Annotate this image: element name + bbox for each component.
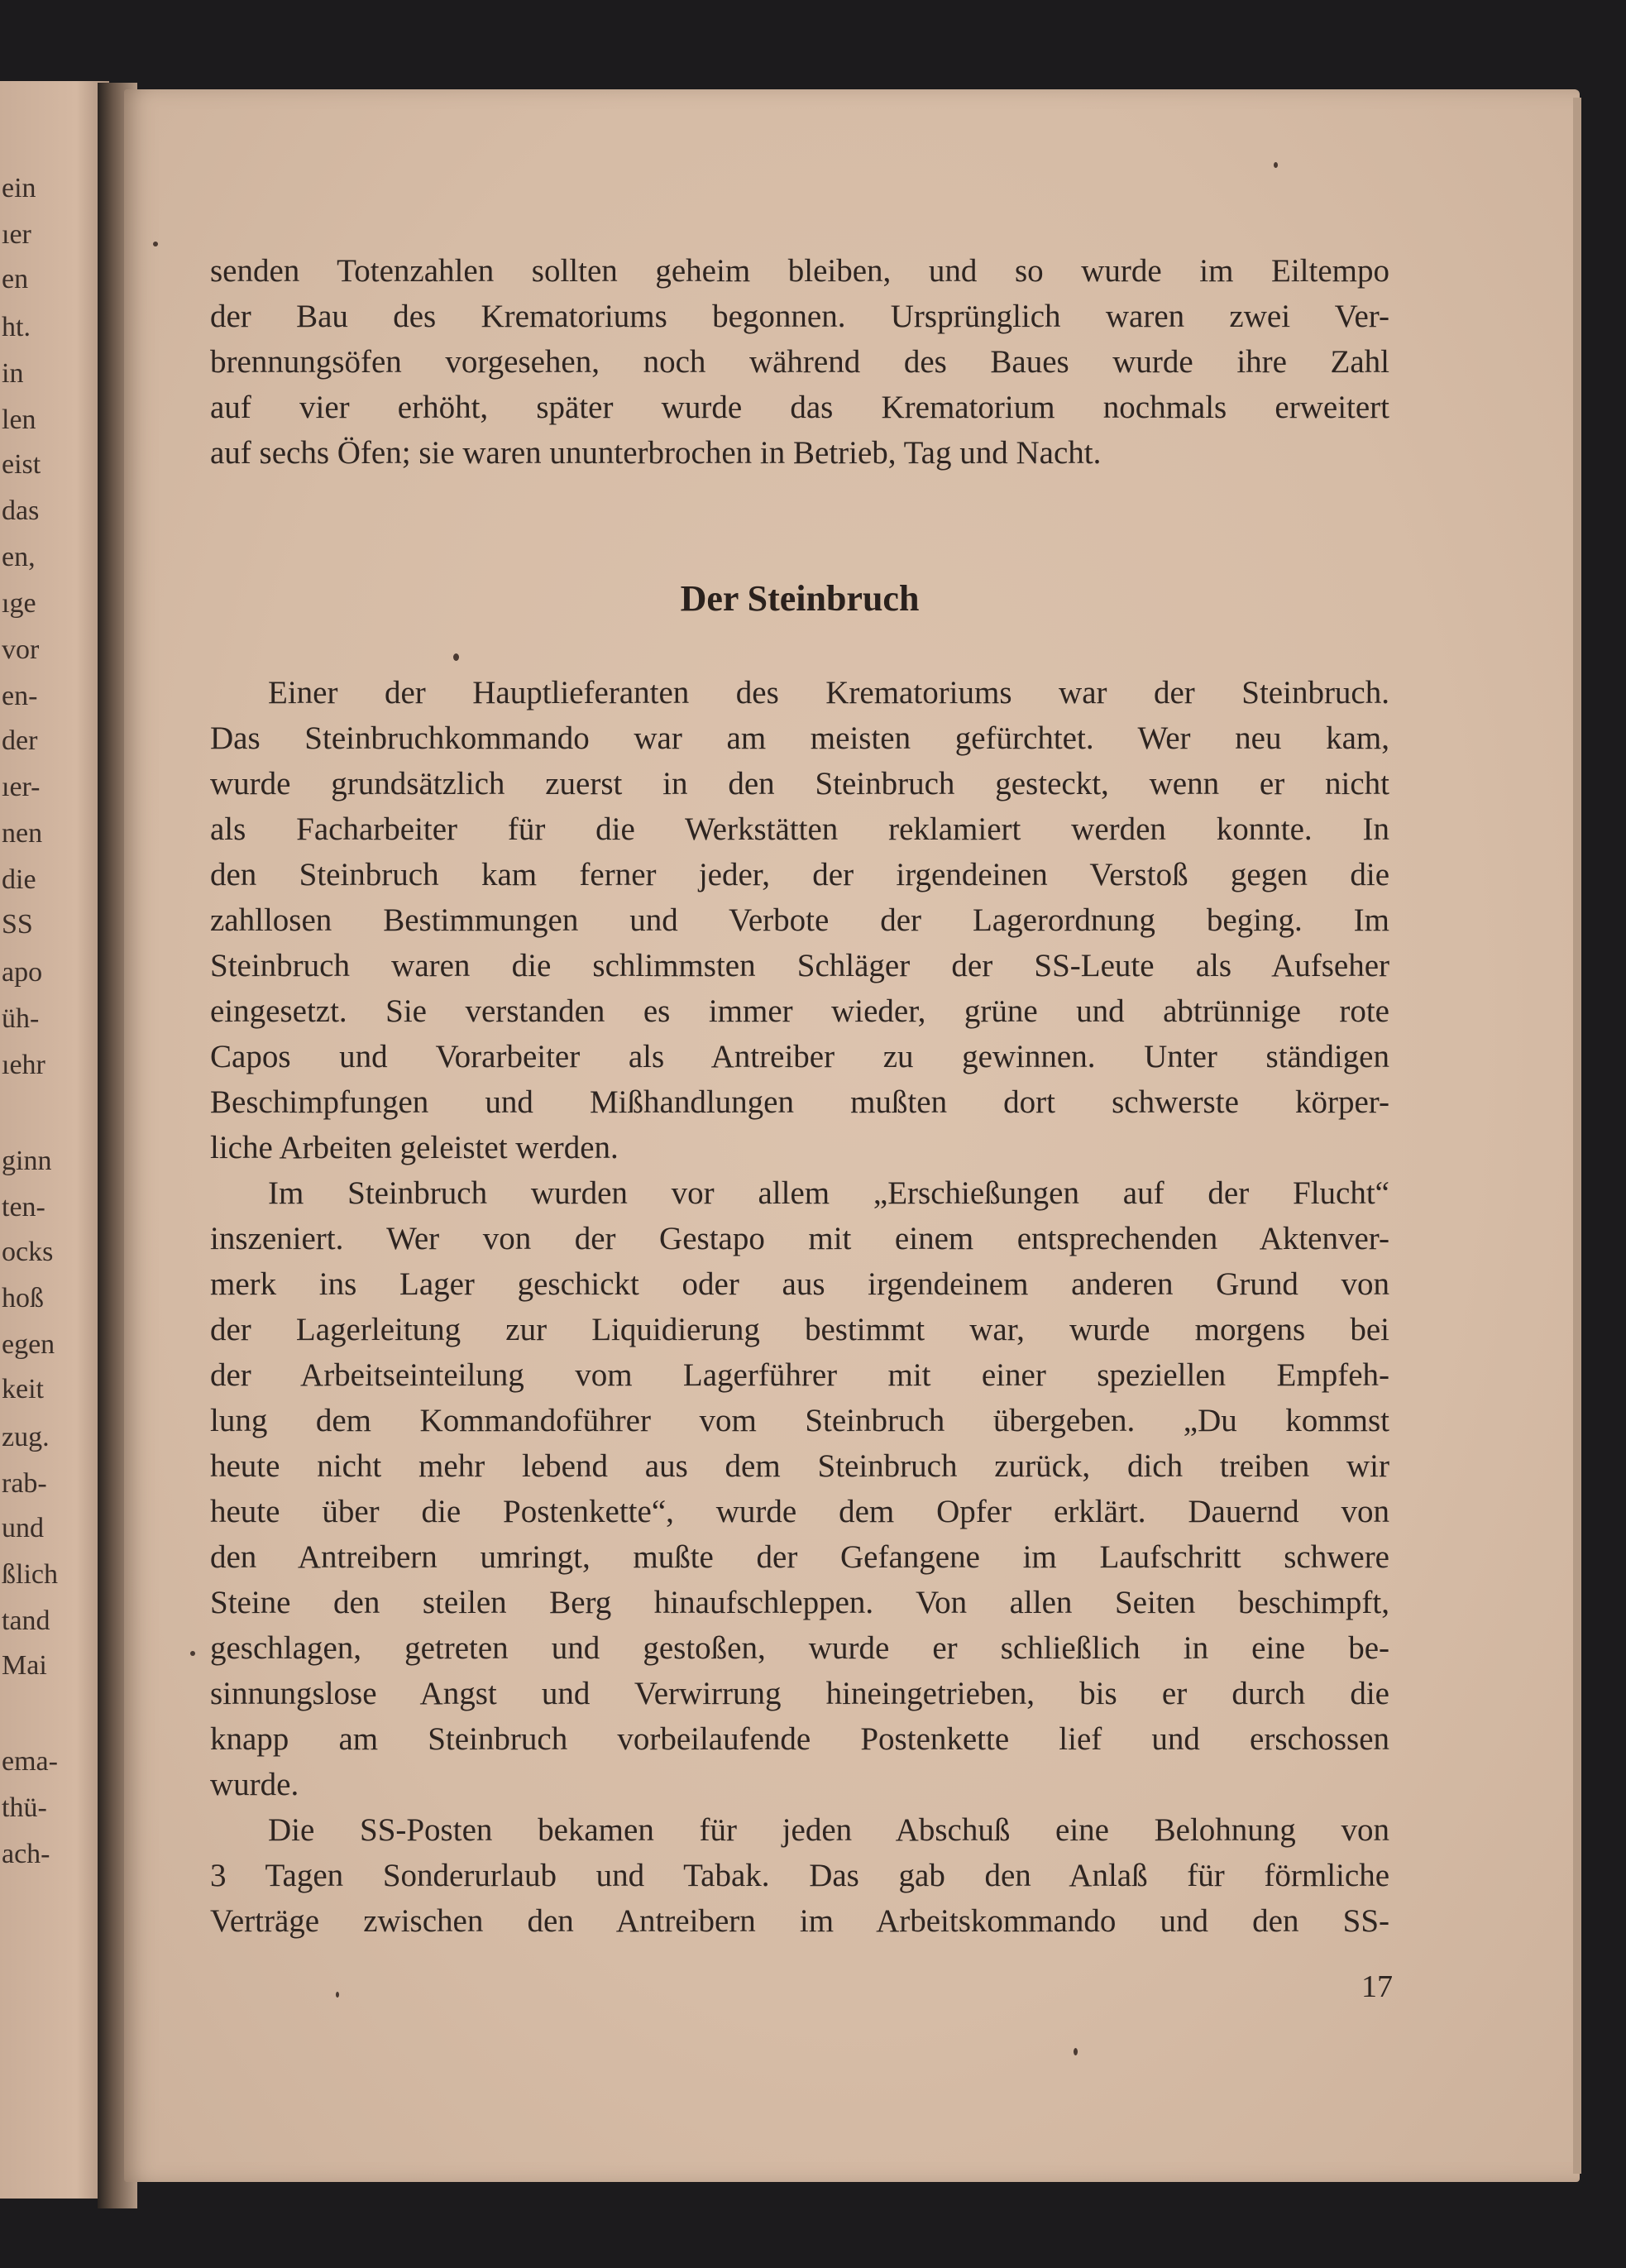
text-line: Steinbruch waren die schlimmsten Schläger der SS-Leute als Aufseher (210, 948, 1389, 983)
text-line: auf vier erhöht, später wurde das Krematorium nochmals erweitert (210, 390, 1389, 425)
paper-speck (1074, 2048, 1078, 2055)
text-line: den Antreibern umringt, mußte der Gefangene im Laufschritt schwere (210, 1539, 1389, 1575)
body-text (210, 670, 1389, 1944)
left-page-line-fragment: keit (2, 1374, 44, 1404)
left-page-line-fragment: len (2, 404, 36, 435)
left-page-line-fragment: en- (2, 681, 38, 711)
left-page-line-fragment: üh- (2, 1003, 40, 1034)
left-page-line-fragment: das (2, 495, 40, 526)
left-page-line-fragment: tand (2, 1605, 50, 1636)
text-line: Einer der Hauptlieferanten des Krematoriums war der Steinbruch. (268, 675, 1389, 711)
left-page (0, 81, 109, 2199)
left-page-line-fragment: nen (2, 818, 43, 849)
left-page-line-fragment: die (2, 864, 36, 895)
paragraph-top (210, 248, 1389, 476)
left-page-line-fragment: rab- (2, 1468, 47, 1499)
text-line: als Facharbeiter für die Werkstätten reklamiert werden konnte. In (210, 811, 1389, 847)
left-page-line-fragment: ocks (2, 1237, 54, 1267)
left-page-line-fragment: der (2, 725, 38, 756)
paper-speck (336, 1992, 339, 1998)
left-page-line-fragment: in (2, 358, 24, 389)
left-page-line-fragment: ıge (2, 588, 36, 619)
text-line: heute nicht mehr lebend aus dem Steinbruch zurück, dich treiben wir (210, 1448, 1389, 1484)
text-line: Capos und Vorarbeiter als Antreiber zu gewinnen. Unter ständigen (210, 1039, 1389, 1074)
left-page-line-fragment: ach- (2, 1839, 50, 1869)
paper-speck (190, 1651, 195, 1656)
text-line: brennungsöfen vorgesehen, noch während des Baues wurde ihre Zahl (210, 344, 1389, 380)
paper-speck (1274, 162, 1278, 168)
left-page-line-fragment: ßlich (2, 1559, 58, 1590)
left-page-line-fragment: ht. (2, 312, 31, 342)
left-page-line-fragment: ıer- (2, 772, 41, 802)
page-edge (1573, 98, 1581, 2174)
text-line: knapp am Steinbruch vorbeilaufende Postenkette lief und erschossen (210, 1721, 1389, 1757)
text-line: lung dem Kommandoführer vom Steinbruch übergeben. „Du kommst (210, 1403, 1389, 1438)
left-page-line-fragment: en (2, 264, 29, 294)
text-line: wurde. (210, 1767, 299, 1802)
left-page-line-fragment: ıehr (2, 1050, 45, 1080)
left-page-line-fragment: vor (2, 634, 40, 665)
text-line: der Arbeitseinteilung vom Lagerführer mit einer speziellen Empfeh- (210, 1357, 1389, 1393)
text-line: wurde grundsätzlich zuerst in den Steinbruch gesteckt, wenn er nicht (210, 766, 1389, 801)
text-line: inszeniert. Wer von der Gestapo mit einem entsprechenden Aktenver- (210, 1221, 1389, 1256)
text-line: der Lagerleitung zur Liquidierung bestimmt war, wurde morgens bei (210, 1312, 1389, 1347)
text-line: Im Steinbruch wurden vor allem „Erschießungen auf der Flucht“ (268, 1175, 1389, 1211)
left-page-line-fragment: ıer (2, 219, 31, 250)
page-number: 17 (1361, 1969, 1393, 2004)
text-line: geschlagen, getreten und gestoßen, wurde er schließlich in eine be- (210, 1630, 1389, 1666)
left-page-line-fragment: zug. (2, 1422, 50, 1452)
left-page-line-fragment: ema- (2, 1746, 58, 1777)
text-line: Das Steinbruchkommando war am meisten gefürchtet. Wer neu kam, (210, 720, 1389, 756)
text-line: den Steinbruch kam ferner jeder, der irgendeinen Verstoß gegen die (210, 857, 1389, 892)
section-heading: Der Steinbruch (680, 578, 920, 619)
left-page-line-fragment: ein (2, 173, 36, 203)
text-line: sinnungslose Angst und Verwirrung hineingetrieben, bis er durch die (210, 1676, 1389, 1711)
left-page-line-fragment: Mai (2, 1650, 47, 1681)
left-page-line-fragment: hoß (2, 1283, 44, 1313)
text-line: Die SS-Posten bekamen für jeden Abschuß eine Belohnung von (268, 1812, 1389, 1848)
left-page-line-fragment: und (2, 1513, 44, 1543)
left-page-line-fragment: ginn (2, 1146, 52, 1176)
left-page-line-fragment: thü- (2, 1792, 47, 1823)
text-line: heute über die Postenkette“, wurde dem Opfer erklärt. Dauernd von (210, 1494, 1389, 1529)
left-page-line-fragment: en, (2, 542, 36, 572)
text-line: liche Arbeiten geleistet werden. (210, 1130, 619, 1165)
text-line: senden Totenzahlen sollten geheim bleiben, und so wurde im Eiltempo (210, 253, 1389, 289)
text-line: auf sechs Öfen; sie waren ununterbrochen in Betrieb, Tag und Nacht. (210, 435, 1102, 471)
paper-speck (453, 653, 459, 661)
text-line: Beschimpfungen und Mißhandlungen mußten dort schwerste körper- (210, 1084, 1389, 1120)
text-line: eingesetzt. Sie verstanden es immer wieder, grüne und abtrünnige rote (210, 993, 1389, 1029)
text-line: merk ins Lager geschickt oder aus irgendeinem anderen Grund von (210, 1266, 1389, 1302)
text-line: 3 Tagen Sonderurlaub und Tabak. Das gab den Anlaß für förmliche (210, 1858, 1389, 1893)
left-page-line-fragment: SS (2, 909, 33, 940)
text-line: Verträge zwischen den Antreibern im Arbeitskommando und den SS- (210, 1903, 1389, 1939)
left-page-line-fragment: apo (2, 957, 43, 988)
paper-speck (153, 242, 158, 246)
text-line: zahllosen Bestimmungen und Verbote der Lagerordnung beging. Im (210, 902, 1389, 938)
text-line: der Bau des Krematoriums begonnen. Ursprünglich waren zwei Ver- (210, 299, 1389, 334)
left-page-line-fragment: eist (2, 449, 41, 480)
text-line: Steine den steilen Berg hinaufschleppen. Von allen Seiten beschimpft, (210, 1585, 1389, 1620)
left-page-line-fragment: egen (2, 1329, 55, 1360)
left-page-line-fragment: ten- (2, 1192, 45, 1223)
